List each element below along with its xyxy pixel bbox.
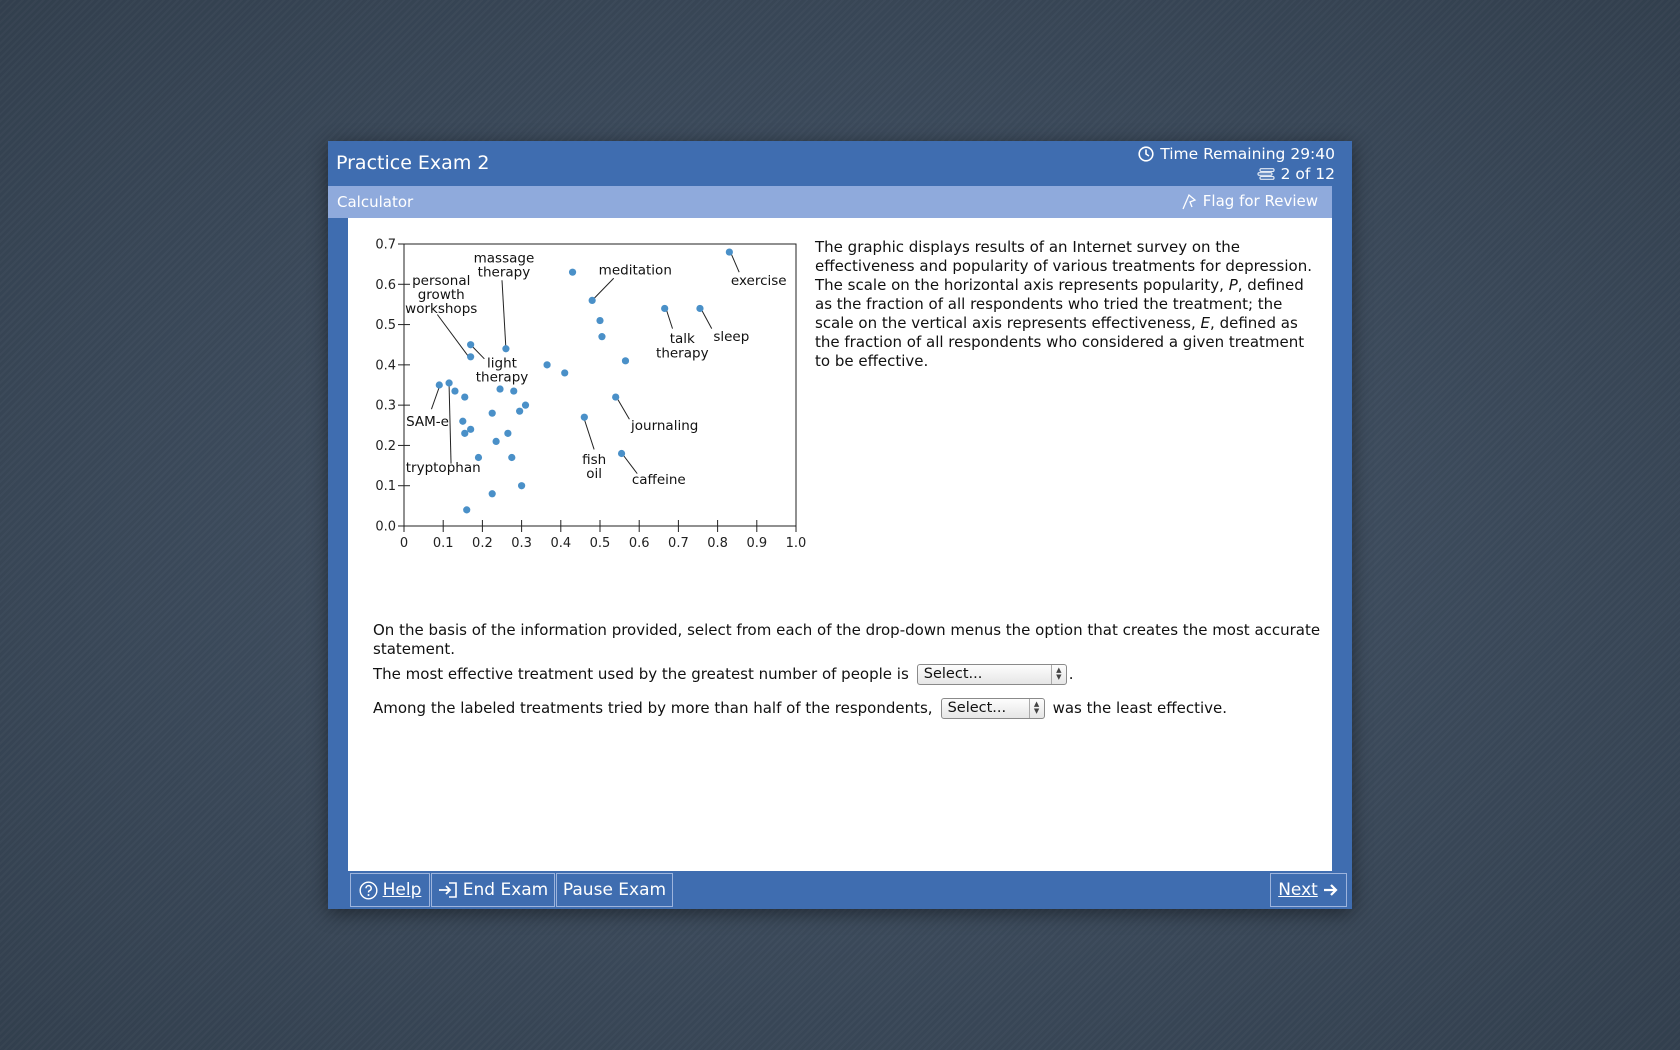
leader-line [667,310,673,328]
var-e: E [1200,314,1211,332]
toolbar [328,186,1332,218]
point-label: workshops [405,300,478,317]
point-label: massage [473,250,535,267]
data-point [581,414,588,421]
question-2 [373,697,1227,719]
data-point [622,357,629,364]
data-point [696,305,703,312]
data-point [467,426,474,433]
y-tick-label: 0.1 [375,479,396,495]
next-button[interactable] [1270,873,1347,907]
end-exam-label: End Exam [462,880,549,900]
time-remaining-text: Time Remaining 29:40 [1160,145,1335,163]
y-tick-label: 0.6 [375,277,396,293]
point-label: tryptophan [405,460,481,477]
data-point [467,341,474,348]
data-point [618,450,625,457]
arrow-right-icon [1323,882,1339,898]
leader-line [594,278,614,298]
exit-icon [438,881,458,899]
point-label: caffeine [631,472,686,489]
desc-part-3: , defined as the fraction of all respondents who considered a given treatment to be effective. [815,314,1305,370]
updown-arrows-icon: ▲ ▼ [1051,665,1066,684]
question-2-text: Among the labeled treatments tried by more than half of the respondents, [373,699,933,717]
next-label: Next [1278,880,1318,900]
question-1-dropdown[interactable] [917,664,1067,685]
data-point [459,418,466,425]
pause-exam-button[interactable] [556,873,673,907]
scatter-chart [348,218,807,551]
data-point [461,393,468,400]
data-point [508,454,515,461]
x-tick-label: 0.9 [746,536,768,551]
data-point [569,269,576,276]
point-label: meditation [598,262,672,279]
flag-for-review-button[interactable] [1180,192,1318,210]
pause-exam-label: Pause Exam [562,880,667,900]
time-remaining[interactable] [1138,145,1335,163]
question-2-dropdown[interactable] [941,698,1045,719]
data-point [612,393,619,400]
question-2-dropdown-value: Select... [947,700,1007,716]
clock-icon [1138,146,1154,162]
data-point [726,248,733,255]
data-point [463,506,470,513]
leader-line [618,399,630,419]
data-point [451,387,458,394]
data-point [598,333,605,340]
y-tick-label: 0.0 [375,519,396,535]
data-point [596,317,603,324]
leader-line [473,347,485,359]
point-label: fish [582,452,607,469]
data-point [502,345,509,352]
leader-line [731,254,739,272]
help-button[interactable] [350,873,430,907]
question-1 [373,663,1074,685]
x-tick-label: 1.0 [785,536,807,551]
data-point [518,482,525,489]
data-point [445,379,452,386]
title-bar [328,141,1352,186]
help-label: Help [382,880,422,900]
point-label: talk [669,331,695,348]
question-1-text: The most effective treatment used by the greatest number of people is [373,665,909,683]
question-2-end: was the least effective. [1052,699,1228,717]
var-p: P [1228,276,1238,294]
data-point [516,408,523,415]
help-icon [359,881,378,900]
end-exam-button[interactable] [431,873,555,907]
data-point [522,402,529,409]
point-label: therapy [475,369,529,386]
y-tick-label: 0.3 [375,398,396,414]
leader-line [449,385,451,464]
question-1-dropdown-value: Select... [923,666,983,682]
leader-line [584,419,594,449]
leader-line [431,387,439,409]
data-point [489,410,496,417]
x-tick-label: 0.1 [432,536,454,551]
leader-line [437,315,468,357]
instruction-text: On the basis of the information provided, select from each of the drop-down menus the option that creates the most accurate statement. [373,621,1321,658]
question-counter-text: 2 of 12 [1280,165,1335,183]
x-tick-label: 0.5 [589,536,611,551]
data-point [510,387,517,394]
exam-window [328,141,1352,909]
question-counter[interactable] [1257,165,1335,183]
data-point [436,381,443,388]
point-label: SAM-e [406,413,449,430]
point-label: therapy [477,264,531,281]
x-tick-label: 0.8 [707,536,728,551]
question-content [348,218,1332,871]
data-point [496,385,503,392]
exam-title: Practice Exam 2 [336,152,490,174]
desc-part-1: The graphic displays results of an Internet survey on the effectiveness and popularity of various treatments for depression. The scale on the horizontal axis represents popularity, [815,238,1312,294]
data-point [589,297,596,304]
footer-bar [348,871,1352,909]
x-tick-label: 0.7 [668,536,689,551]
leader-line [702,310,712,328]
description-text [815,238,1320,371]
y-tick-label: 0.4 [375,358,396,374]
point-label: light [487,355,517,372]
data-point [493,438,500,445]
data-point [467,353,474,360]
updown-arrows-icon: ▲ ▼ [1029,699,1044,718]
x-tick-label: 0.4 [550,536,572,551]
leader-line [624,456,638,474]
data-point [489,490,496,497]
x-tick-label: 0.2 [472,536,493,551]
y-tick-label: 0.5 [375,318,396,334]
data-point [543,361,550,368]
desc-part-2: , defined as the fraction of all respondents who tried the treatment; the scale on the vertical axis represents effectiveness, [815,276,1304,332]
point-label: oil [586,466,603,483]
leader-line [502,280,506,348]
point-label: personal [412,272,471,289]
x-tick-label: 0.6 [628,536,650,551]
x-tick-label: 0.3 [511,536,532,551]
question-list-icon [1257,168,1275,180]
y-tick-label: 0.2 [375,438,396,454]
data-point [504,430,511,437]
point-label: therapy [656,345,709,362]
calculator-button[interactable]: Calculator [337,193,414,211]
data-point [561,369,568,376]
point-label: exercise [730,272,787,289]
x-tick-label: 0 [399,536,409,551]
point-label: journaling [631,417,699,434]
data-point [461,430,468,437]
flag-label: Flag for Review [1202,192,1318,210]
y-tick-label: 0.7 [375,237,396,253]
data-point [661,305,668,312]
flag-icon [1180,192,1198,210]
point-label: sleep [713,329,750,346]
point-label: growth [417,286,465,303]
question-1-end: . [1068,665,1074,683]
